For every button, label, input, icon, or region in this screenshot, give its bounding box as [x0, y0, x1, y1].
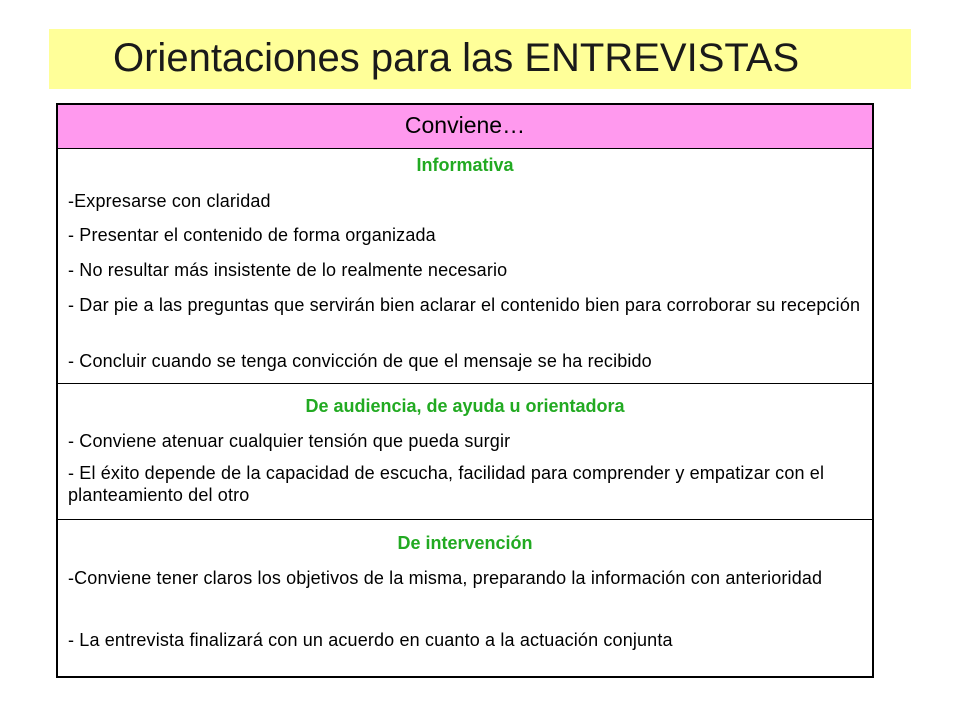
guidelines-table: [56, 103, 874, 678]
section-title-informativa: Informativa: [416, 155, 514, 175]
list-item: -Expresarse con claridad: [68, 191, 271, 211]
table-header-row: [58, 105, 872, 149]
section-divider: [58, 519, 872, 520]
section-title-audiencia: De audiencia, de ayuda u orientadora: [305, 396, 625, 416]
list-item: - Dar pie a las preguntas que servirán bien aclarar el contenido bien para corroborar su recepción: [68, 295, 861, 315]
table-header-text: Conviene…: [404, 112, 526, 138]
list-item: - No resultar más insistente de lo realmente necesario: [68, 260, 508, 280]
section-divider: [58, 383, 872, 384]
slide-title: Orientaciones para las ENTREVISTAS: [113, 36, 800, 80]
section-title-intervencion: De intervención: [397, 533, 533, 553]
list-item: - Concluir cuando se tenga convicción de que el mensaje se ha recibido: [68, 351, 652, 371]
list-item: - El éxito depende de la capacidad de escucha, facilidad para comprender y empatizar con el planteamiento del otro: [68, 463, 825, 505]
list-item: - La entrevista finalizará con un acuerdo en cuanto a la actuación conjunta: [68, 630, 673, 650]
list-item: -Conviene tener claros los objetivos de la misma, preparando la información con anterioridad: [68, 568, 823, 588]
list-item: - Conviene atenuar cualquier tensión que pueda surgir: [68, 431, 511, 451]
list-item: - Presentar el contenido de forma organizada: [68, 225, 436, 245]
